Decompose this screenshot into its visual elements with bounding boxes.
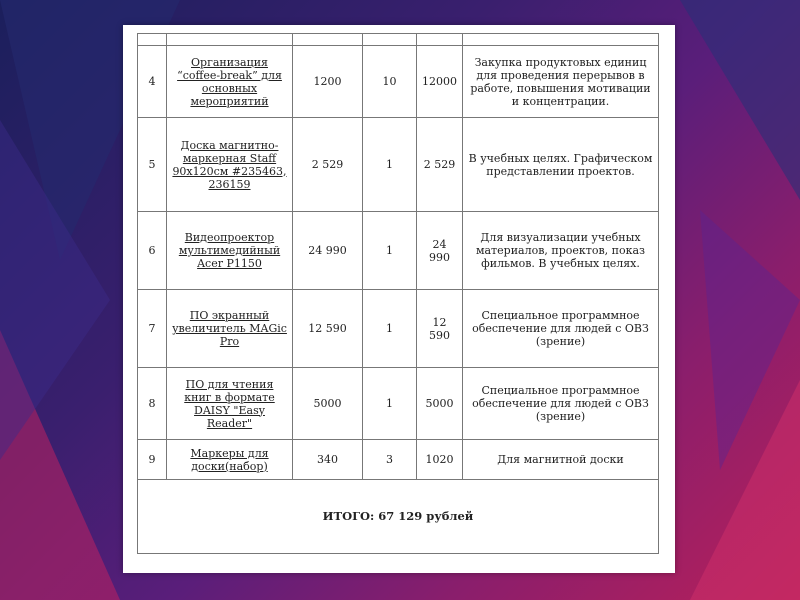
row-number: 9 [138, 440, 167, 480]
quantity: 3 [363, 440, 417, 480]
table-row [138, 290, 659, 368]
item-name: Доска магнитно-маркерная Staff 90x120см #235463, 236159 [167, 118, 293, 212]
line-sum: 2 529 [417, 118, 463, 212]
purpose-note: Для магнитной доски [463, 440, 659, 480]
quantity: 1 [363, 290, 417, 368]
budget-table [137, 33, 659, 554]
purpose-note: Специальное программное обеспечение для людей с ОВЗ (зрение) [463, 290, 659, 368]
table-row [138, 440, 659, 480]
table-row [138, 212, 659, 290]
quantity: 1 [363, 368, 417, 440]
unit-price: 5000 [293, 368, 363, 440]
line-sum: 1020 [417, 440, 463, 480]
grand-total: ИТОГО: 67 129 рублей [138, 480, 659, 554]
purpose-note: Для визуализации учебных материалов, проектов, показ фильмов. В учебных целях. [463, 212, 659, 290]
line-sum: 12 590 [417, 290, 463, 368]
unit-price: 2 529 [293, 118, 363, 212]
quantity: 10 [363, 46, 417, 118]
table-row-total [138, 480, 659, 554]
unit-price: 1200 [293, 46, 363, 118]
purpose-note: В учебных целях. Графическом представлении проектов. [463, 118, 659, 212]
item-name: ПО для чтения книг в формате DAISY "Easy Reader" [167, 368, 293, 440]
purpose-note: Специальное программное обеспечение для людей с ОВЗ (зрение) [463, 368, 659, 440]
line-sum: 12000 [417, 46, 463, 118]
line-sum: 24 990 [417, 212, 463, 290]
row-number: 7 [138, 290, 167, 368]
row-number: 6 [138, 212, 167, 290]
item-name: Видеопроектор мультимедийный Acer P1150 [167, 212, 293, 290]
table-row [138, 46, 659, 118]
purpose-note: Закупка продуктовых единиц для проведения перерывов в работе, повышения мотивации и концентрации. [463, 46, 659, 118]
row-number: 8 [138, 368, 167, 440]
row-number: 5 [138, 118, 167, 212]
table-row-empty-top [138, 34, 659, 46]
unit-price: 340 [293, 440, 363, 480]
slide-page [123, 25, 675, 573]
table-row [138, 118, 659, 212]
unit-price: 24 990 [293, 212, 363, 290]
item-name: Маркеры для доски(набор) [167, 440, 293, 480]
table-row [138, 368, 659, 440]
item-name: Организация “coffee-break” для основных мероприятий [167, 46, 293, 118]
quantity: 1 [363, 118, 417, 212]
unit-price: 12 590 [293, 290, 363, 368]
line-sum: 5000 [417, 368, 463, 440]
quantity: 1 [363, 212, 417, 290]
item-name: ПО экранный увеличитель MAGic Pro [167, 290, 293, 368]
row-number: 4 [138, 46, 167, 118]
